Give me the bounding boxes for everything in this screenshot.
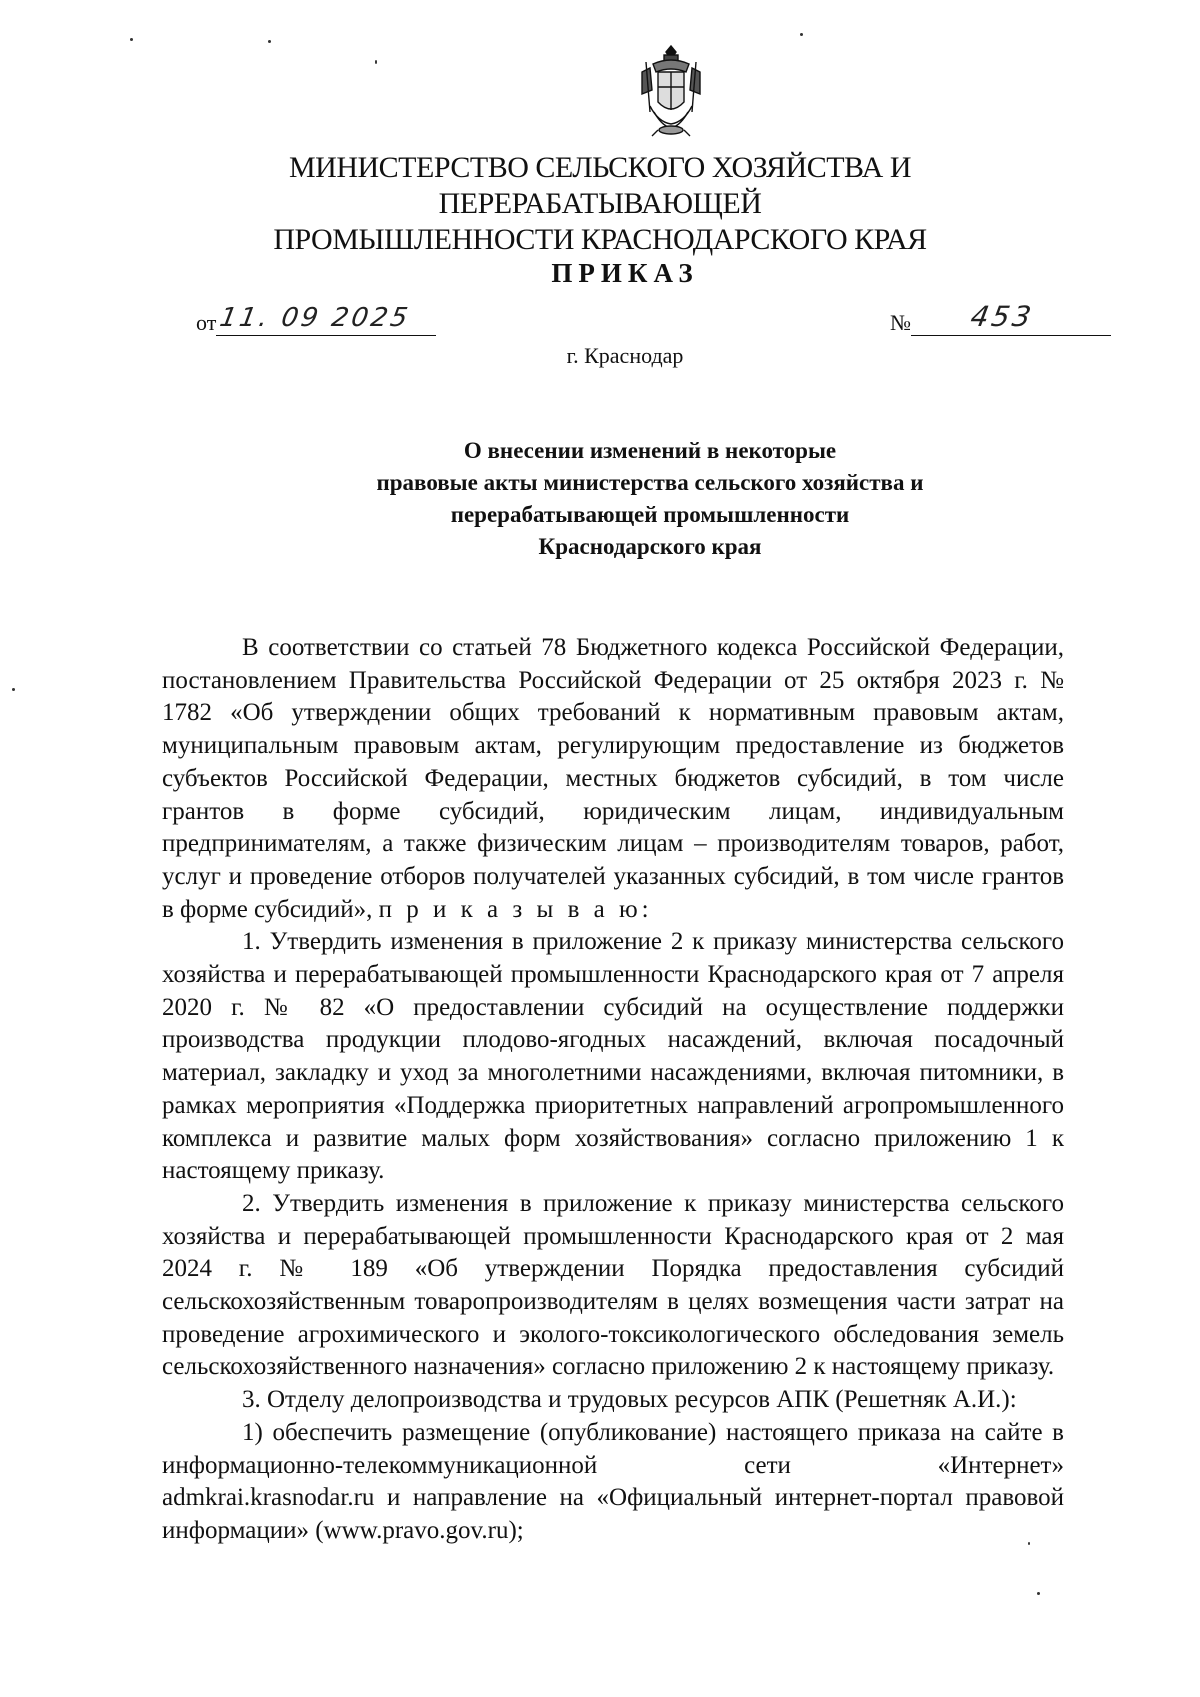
coat-of-arms-icon xyxy=(628,42,714,138)
order-word: п р и к а з ы в а ю: xyxy=(378,895,653,923)
item-3-paragraph: 3. Отделу делопроизводства и трудовых ресурсов АПК (Решетняк А.И.): xyxy=(242,1386,1017,1414)
item-3-1-rest: admkrai.krasnodar.ru и направление на «Официальный интернет-портал правовой информации» (www.pravo.gov.ru); xyxy=(162,1484,1064,1544)
order-subject xyxy=(250,435,1050,563)
subject-line1: О внесении изменений в некоторые xyxy=(463,438,837,463)
subject-line3: перерабатывающей промышленности xyxy=(450,502,850,527)
number-field xyxy=(911,300,1111,336)
handwritten-number: 453 xyxy=(968,300,1037,333)
number-prefix: № xyxy=(890,310,911,335)
ministry-name-line1: МИНИСТЕРСТВО СЕЛЬСКОГО ХОЗЯЙСТВА И ПЕРЕРАБАТЫВАЮЩЕЙ xyxy=(288,151,911,220)
preamble-text: В соответствии со статьей 78 Бюджетного кодекса Российской Федерации, постановлением Правительства Российской Федерации от 25 октября 2023 г. № 1782 «Об утверждении общих требований к нормативным правовым актам, муниципальным правовым актам, регулирующим предоставление из бюджетов субъектов Российской Федерации, местных бюджетов субсидий, в том числе грантов в форме субсидий, юридическим лицам, индивидуальным предпринимателям, а также физическим лицам – производителям товаров, работ, услуг и проведение отборов получателей указанных субсидий, в том числе грантов в форме субсидий», xyxy=(162,634,1064,923)
item-1-paragraph: 1. Утвердить изменения в приложение 2 к приказу министерства сельского хозяйства и перерабатывающей промышленности Краснодарского края от 7 апреля 2020 г. № 82 «О предоставлении субсидий на осуществление поддержки производства продукции плодово-ягодных насаждений, включая посадочный материал, закладку и уход за многолетними насаждениями, включая питомники, в рамках мероприятия «Поддержка приоритетных направлений агропромышленного комплекса и развитие малых форм хозяйствования» согласно приложению 1 к настоящему приказу. xyxy=(162,928,1064,1185)
city: г. Краснодар xyxy=(566,343,684,368)
order-date xyxy=(196,305,436,336)
preamble-paragraph xyxy=(162,632,1064,926)
subject-line4: Краснодарского края xyxy=(538,534,762,559)
date-field xyxy=(216,305,436,336)
order-body xyxy=(162,632,1064,1548)
scan-speck xyxy=(800,33,803,36)
ministry-name-line2: ПРОМЫШЛЕННОСТИ КРАСНОДАРСКОГО КРАЯ xyxy=(273,223,927,256)
scan-speck xyxy=(1037,1592,1040,1595)
handwritten-date: 11. 09 2025 xyxy=(217,303,414,333)
order-number xyxy=(890,300,1111,336)
scan-speck xyxy=(375,60,377,64)
scan-speck xyxy=(12,688,15,691)
item-2-paragraph: 2. Утвердить изменения в приложение к приказу министерства сельского хозяйства и перерабатывающей промышленности Краснодарского края от 2 мая 2024 г. № 189 «Об утверждении Порядка предоставления субсидий сельскохозяйственным товаропроизводителям в целях возмещения части затрат на проведение агрохимического и эколого-токсикологического обследования земель сельскохозяйственного назначения» согласно приложению 2 к настоящему приказу. xyxy=(162,1189,1064,1381)
item-3-1-first-line: 1) обеспечить размещение (опубликование) настоящего приказа на сайте в информационно-телекоммуникационной сети «Интернет» xyxy=(162,1418,1064,1479)
date-prefix: от xyxy=(196,310,217,335)
scan-speck xyxy=(130,38,133,41)
document-type: ПРИКАЗ xyxy=(551,258,699,288)
scan-speck xyxy=(268,40,271,43)
ministry-name xyxy=(150,150,1050,258)
subject-line2: правовые акты министерства сельского хозяйства и xyxy=(376,470,924,495)
